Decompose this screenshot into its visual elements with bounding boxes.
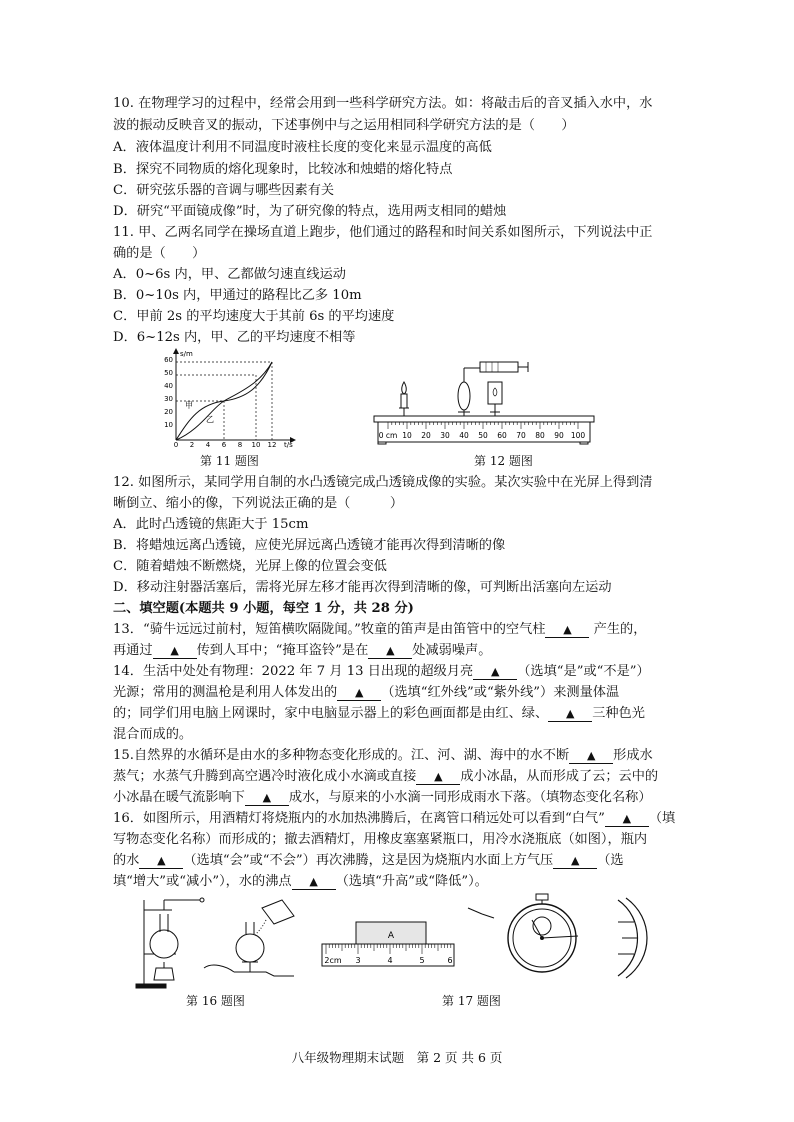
q13-blank-3[interactable]: ▲ [368,644,412,659]
fig11-ytick-30: 30 [164,395,173,403]
q16-blank-4[interactable]: ▲ [292,875,336,890]
fig11-ytick-20: 20 [164,408,173,416]
fig11-label-jia: 甲 [185,401,193,410]
light-screen-icon [488,382,502,416]
fig12-ruler-70: 70 [516,431,526,440]
fig11-xtick-8: 8 [237,441,243,448]
q14-text-a: 14．生活中处处有物理：2022 年 7 月 13 日出现的超级月亮 [113,664,474,679]
q14-line4: 混合而成的。 [113,727,193,742]
q14-text-c: 光源；常用的测温枪是利用人体发出的 [113,685,338,700]
q13-text-c: 再通过 [113,643,153,658]
q15-text-d: 成小冰晶，从而形成了云；云中的 [460,769,659,784]
fig12-ruler-0: 0 cm [378,431,398,440]
q13-blank-2[interactable]: ▲ [153,644,197,659]
q14-blank-1[interactable]: ▲ [473,665,517,680]
flask-pouring-icon [204,900,294,976]
q16-line4 [113,872,683,892]
q16-text-a: 16．如图所示，用酒精灯将烧瓶内的水加热沸腾后，在离管口稍远处可以看到“白气” [113,811,605,826]
q13-text-d: 传到人耳中；“掩耳盗铃”是在 [196,643,369,658]
syringe-icon [480,362,528,372]
iron-stand-icon [136,898,204,988]
q14-line1 [113,662,683,682]
fig11-xtick-6: 6 [221,441,227,448]
fig12-ruler-40: 40 [459,431,469,440]
fig11-label-yi: 乙 [206,415,214,424]
q16-text-g: 填“增大”或“减小”），水的沸点 [113,874,292,889]
q10-stem-line1: 10. 在物理学习的过程中，经常会用到一些科学研究方法。如：将敲击后的音叉插入水中，水 [113,96,653,111]
q14-text-e: 的；同学们用电脑上网课时，家中电脑显示器上的彩色画面都是由红、绿、 [113,706,549,721]
q16-text-d: 的水 [113,853,140,868]
q16-text-b: （填 [648,811,676,826]
q13-blank-1[interactable]: ▲ [545,623,589,638]
figure-17-caption: 第 17 题图 [442,994,501,1008]
q15-text-a: 15.自然界的水循环是由水的多种物态变化形成的。江、河、湖、海中的水不断 [113,748,570,763]
q15-text-f: 成水，与原来的小水滴一同形成雨水下落。（填物态变化名称） [288,790,652,805]
stopwatch-icon [508,894,578,972]
fig17-ruler-4: 4 [387,956,393,965]
fig17-ruler-3: 3 [355,956,361,965]
block-a-label: A [387,931,395,941]
candle-icon [399,382,409,416]
figure-16-boiling-flask [134,896,314,992]
q14-text-b: （选填“是”或“不是”） [517,664,650,679]
q11-stem-line2: 确的是（ ） [113,246,206,261]
q11-option-d: D．6~12s 内，甲、乙的平均速度不相等 [113,330,356,345]
q16-blank-3[interactable]: ▲ [553,854,597,869]
fig11-xtick-4: 4 [205,441,211,448]
q16-text-h: （选填“升高”或“降低”）。 [335,874,488,889]
q14-text-f: 三种色光 [592,706,645,721]
q12-stem-line1: 12. 如图所示，某同学用自制的水凸透镜完成凸透镜成像的实验。某次实验中在光屏上得到清 [113,475,653,490]
figure-17-ruler-stopwatch [318,892,658,982]
q15-blank-2[interactable]: ▲ [416,770,460,785]
fig11-ytick-50: 50 [164,369,173,377]
fig11-xlabel: t/s [284,441,293,448]
water-lens-icon [458,368,480,416]
fig11-ytick-10: 10 [164,421,173,429]
fig11-xtick-2: 2 [189,441,195,448]
q15-line3 [113,788,683,808]
q14-line3 [113,704,683,724]
q12-option-a: A．此时凸透镜的焦距大于 15cm [113,517,309,532]
fig17-ruler-2cm: 2cm [324,956,342,965]
q13-line2 [113,641,683,661]
length-ruler [322,922,454,966]
fig12-ruler-10: 10 [402,431,412,440]
q10-option-b: B．探究不同物质的熔化现象时，比较冰和烛蜡的熔化特点 [113,162,453,177]
q15-text-b: 形成水 [613,748,653,763]
q16-line3 [113,851,683,871]
q15-blank-1[interactable]: ▲ [569,749,613,764]
q14-line2 [113,683,683,703]
q15-text-c: 蒸气；水蒸气升腾到高空遇冷时液化成小水滴或直接 [113,769,417,784]
q12-option-b: B．将蜡烛远离凸透镜，应使光屏远离凸透镜才能再次得到清晰的像 [113,538,506,553]
fig11-xtick-0: 0 [173,441,179,448]
q11-option-a: A．0~6s 内，甲、乙都做匀速直线运动 [113,267,346,282]
fig17-ruler-6: 6 [447,956,453,965]
q14-blank-3[interactable]: ▲ [548,707,592,722]
figure-12-optical-bench [372,350,596,446]
q16-blank-2[interactable]: ▲ [139,854,183,869]
q10-option-c: C．研究弦乐器的音调与哪些因素有关 [113,183,335,198]
q15-blank-3[interactable]: ▲ [245,791,289,806]
q11-option-b: B．0~10s 内，甲通过的路程比乙多 10m [113,288,362,303]
fig12-ruler-50: 50 [478,431,488,440]
q15-text-e: 小冰晶在暖气流影响下 [113,790,245,805]
section-2-heading: 二、填空题(本题共 9 小题，每空 1 分，共 28 分) [113,601,414,616]
q16-line1 [113,809,683,829]
q16-text-e: （选填“会”或“不会”）再次沸腾，这是因为烧瓶内水面上方气压 [183,853,554,868]
q16-blank-1[interactable]: ▲ [605,812,649,827]
q11-option-c: C．甲前 2s 的平均速度大于其前 6s 的平均速度 [113,309,395,324]
page-footer: 八年级物理期末试题 第 2 页 共 6 页 [291,1050,503,1065]
q10-stem-line2: 波的振动反映音叉的振动，下述事例中与之运用相同科学研究方法的是（ ） [113,118,575,133]
q12-option-c: C．随着蜡烛不断燃烧，光屏上像的位置会变低 [113,559,387,574]
q11-stem-line1: 11. 甲、乙两名同学在操场直道上跑步，他们通过的路程和时间关系如图所示，下列说法中正 [113,225,653,240]
q15-line1 [113,746,683,766]
q13-text-a: 13．“骑牛远远过前村，短笛横吹隔陇闻。”牧童的笛声是由笛管中的空气柱 [113,622,546,637]
q10-option-d: D．研究“平面镜成像”时，为了研究像的特点，选用两支相同的蜡烛 [113,204,507,219]
fig11-ytick-40: 40 [164,382,173,390]
fig12-ruler-100: 100 [570,431,586,440]
q12-option-d: D．移动注射器活塞后，需将光屏左移才能再次得到清晰的像，可判断出活塞向左运动 [113,580,612,595]
q14-blank-2[interactable]: ▲ [337,686,381,701]
q16-line2: 写物态变化名称）而形成的；撤去酒精灯，用橡皮塞塞紧瓶口，用冷水浇瓶底（如图），瓶内 [113,832,648,847]
fig11-xtick-12: 12 [267,441,277,448]
figure-11-caption: 第 11 题图 [200,454,259,468]
q10-option-a: A．液体温度计利用不同温度时液柱长度的变化来显示温度的高低 [113,140,492,155]
q14-text-d: （选填“红外线”或“紫外线”）来测量体温 [381,685,620,700]
figure-12-caption: 第 12 题图 [474,454,533,468]
fig11-ylabel: s/m [180,350,193,358]
q13-text-b: 产生的， [589,622,647,637]
q13-text-e: 处减弱噪声。 [412,643,492,658]
fig12-ruler-90: 90 [554,431,564,440]
fig17-ruler-5: 5 [419,956,425,965]
q16-text-f: （选 [597,853,624,868]
q15-line2 [113,767,683,787]
fig12-ruler-30: 30 [440,431,450,440]
fig12-ruler-60: 60 [497,431,507,440]
fig12-ruler-80: 80 [535,431,545,440]
q13-line1 [113,620,683,640]
fig12-ruler-20: 20 [421,431,431,440]
figure-11-st-graph [160,348,300,448]
figure-16-caption: 第 16 题图 [186,994,245,1008]
q12-stem-line2: 晰倒立、缩小的像，下列说法正确的是（ ） [113,496,404,511]
fig11-ytick-60: 60 [164,356,173,364]
fig11-xtick-10: 10 [251,441,261,448]
